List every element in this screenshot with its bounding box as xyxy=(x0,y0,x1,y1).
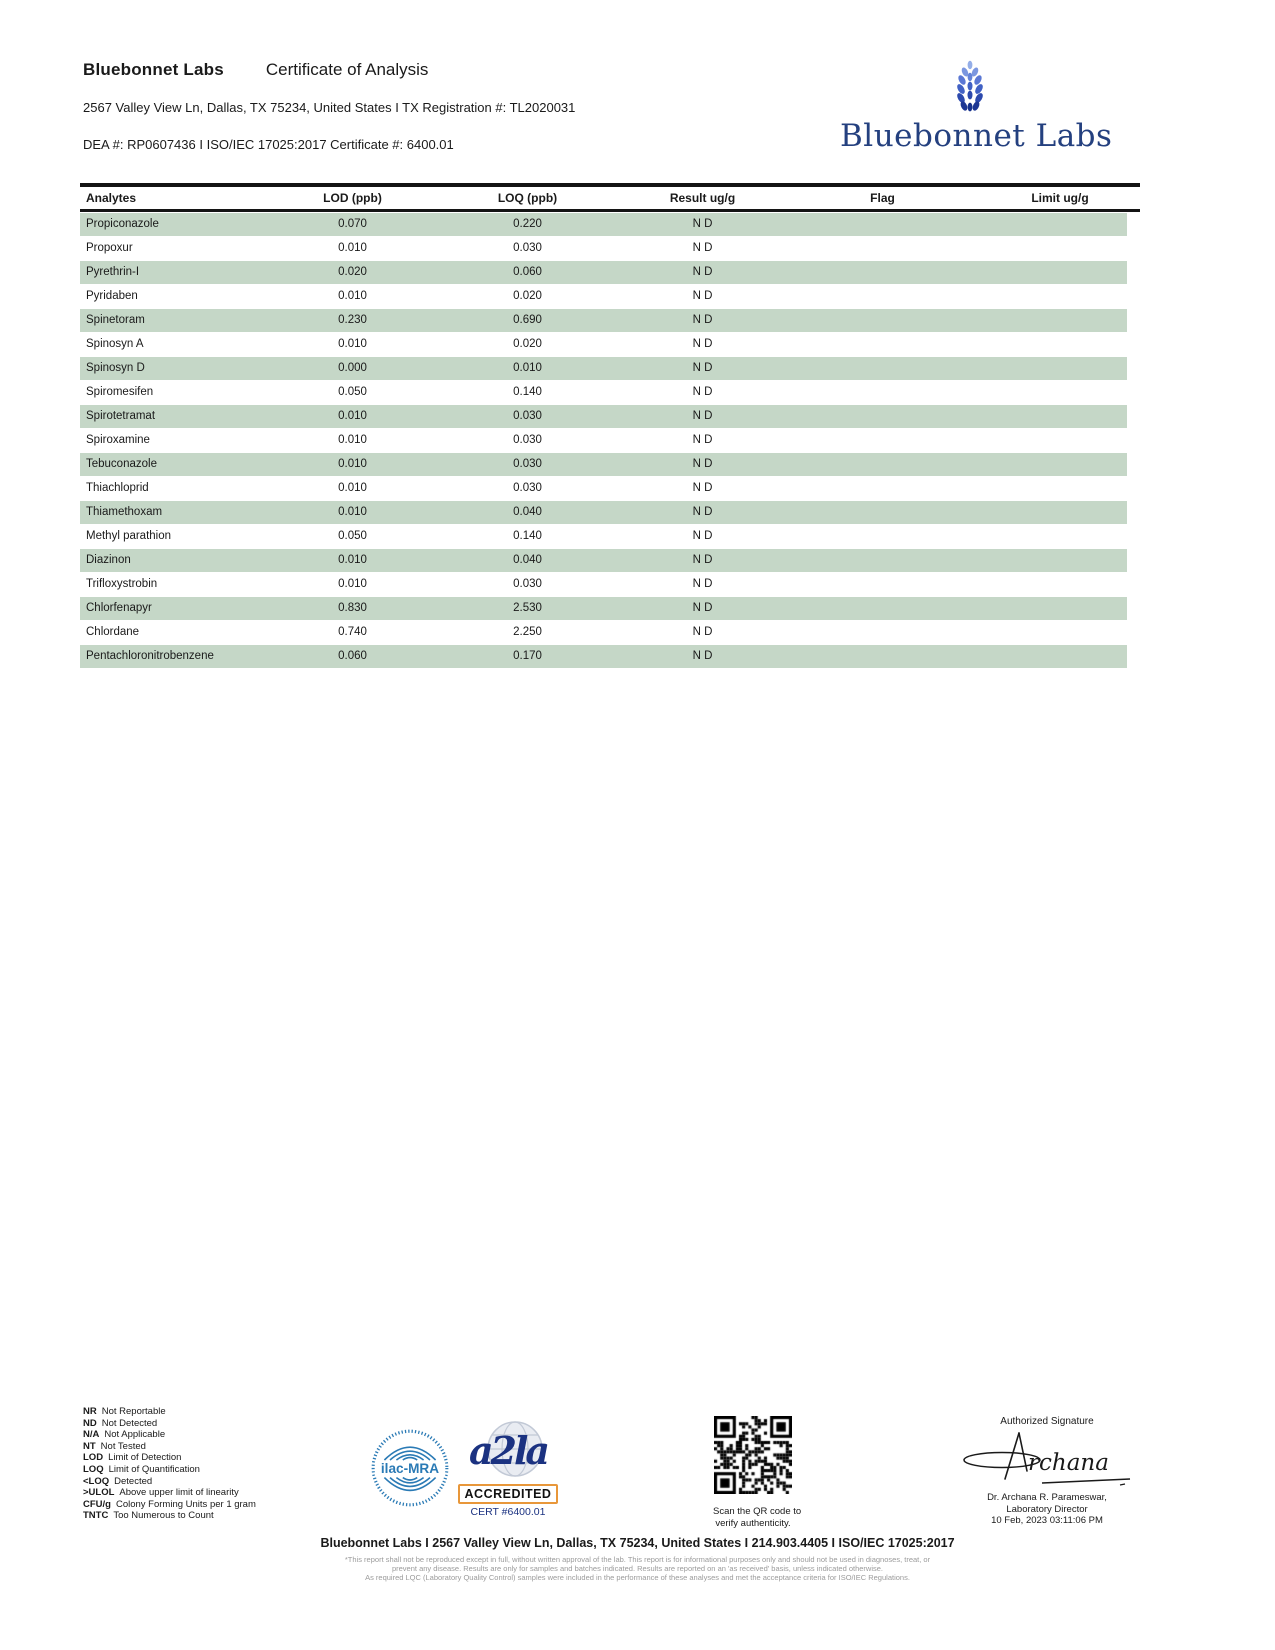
legend-abbr: NR xyxy=(83,1406,97,1417)
lod-value: 0.740 xyxy=(338,626,367,638)
lod-value: 0.230 xyxy=(338,314,367,326)
disclaimer-line1: *This report shall not be reproduced except in full, without written approval of the lab. This report is for informational purposes only and should not be used in diagnoses, treat, or xyxy=(344,1555,931,1564)
analyte-name: Spiromesifen xyxy=(86,386,154,398)
signer-title: Laboratory Director xyxy=(1006,1503,1088,1515)
result-value: N D xyxy=(692,362,713,374)
legend-desc: Above upper limit of linearity xyxy=(119,1487,239,1499)
loq-value: 2.530 xyxy=(513,602,542,614)
analyte-name: Pyrethrin-I xyxy=(86,266,140,278)
lod-value: 0.050 xyxy=(338,530,367,542)
analyte-name: Spinetoram xyxy=(86,314,145,326)
document-title: Certificate of Analysis xyxy=(265,60,429,79)
lod-value: 0.010 xyxy=(338,482,367,494)
lod-value: 0.020 xyxy=(338,266,367,278)
lod-value: 0.010 xyxy=(338,290,367,302)
analyte-name: Propoxur xyxy=(86,242,133,254)
authorized-signature-label: Authorized Signature xyxy=(1000,1416,1094,1427)
column-header-lod: LOD (ppb) xyxy=(323,191,382,205)
legend-item xyxy=(83,1406,256,1418)
lod-value: 0.010 xyxy=(338,458,367,470)
analyte-name: Spinosyn D xyxy=(86,362,145,374)
a2la-cert-number: CERT #6400.01 xyxy=(470,1506,546,1518)
loq-value: 0.220 xyxy=(513,218,542,230)
legend-item xyxy=(83,1510,256,1522)
dea-iso-line: DEA #: RP0607436 I ISO/IEC 17025:2017 Certificate #: 6400.01 xyxy=(83,137,454,152)
table-row xyxy=(80,428,1140,452)
table-row xyxy=(80,500,1140,524)
a2la-wordmark: a2la xyxy=(468,1428,548,1473)
table-row xyxy=(80,620,1140,644)
result-value: N D xyxy=(692,290,713,302)
legend-abbr: NT xyxy=(83,1440,96,1452)
qr-caption-line1: Scan the QR code to xyxy=(713,1506,802,1517)
qr-block xyxy=(713,1416,802,1529)
loq-value: 0.010 xyxy=(513,362,542,374)
table-row xyxy=(80,308,1140,332)
analyte-name: Propiconazole xyxy=(86,218,159,230)
table-row xyxy=(80,332,1140,356)
column-header-analytes: Analytes xyxy=(86,191,137,205)
analyte-name: Spinosyn A xyxy=(86,338,144,350)
result-value: N D xyxy=(692,434,713,446)
legend-item xyxy=(83,1429,256,1441)
loq-value: 0.030 xyxy=(513,458,542,470)
legend-abbr: >ULOL xyxy=(83,1487,115,1499)
abbreviation-legend xyxy=(83,1406,256,1522)
column-header-result: Result ug/g xyxy=(669,191,736,205)
loq-value: 0.030 xyxy=(513,434,542,446)
column-header-flag: Flag xyxy=(870,191,895,205)
result-value: N D xyxy=(692,602,713,614)
table-row xyxy=(80,644,1140,668)
loq-value: 0.140 xyxy=(513,530,542,542)
table-row xyxy=(80,524,1140,548)
loq-value: 0.020 xyxy=(513,290,542,302)
disclaimer-line2: prevent any disease. Results are only for samples and batches indicated. Results are reported on an 'as received' basis, unless indicated otherwise. xyxy=(391,1564,884,1573)
legend-desc: Not Detected xyxy=(101,1417,158,1429)
table-row xyxy=(80,236,1140,260)
lod-value: 0.010 xyxy=(338,434,367,446)
loq-value: 0.140 xyxy=(513,386,542,398)
result-value: N D xyxy=(692,458,713,470)
analyte-name: Chlordane xyxy=(86,626,140,638)
legend-desc: Not Tested xyxy=(100,1440,146,1452)
legend-desc: Detected xyxy=(114,1475,153,1487)
table-row xyxy=(80,356,1140,380)
table-row xyxy=(80,572,1140,596)
signature-script-text: rchana xyxy=(1028,1450,1109,1476)
lab-name: Bluebonnet Labs xyxy=(83,60,224,79)
analyte-name: Trifloxystrobin xyxy=(86,578,158,590)
legend-abbr: ND xyxy=(83,1417,97,1429)
signature-datetime: 10 Feb, 2023 03:11:06 PM xyxy=(991,1515,1103,1526)
lod-value: 0.010 xyxy=(338,578,367,590)
header-block xyxy=(83,60,575,152)
loq-value: 0.040 xyxy=(513,506,542,518)
loq-value: 0.030 xyxy=(513,410,542,422)
loq-value: 0.060 xyxy=(513,266,542,278)
signature-block xyxy=(952,1416,1142,1527)
result-value: N D xyxy=(692,650,713,662)
result-value: N D xyxy=(692,530,713,542)
table-row xyxy=(80,596,1140,620)
legend-abbr: LOD xyxy=(83,1452,104,1464)
result-value: N D xyxy=(692,314,713,326)
analytes-table xyxy=(80,183,1140,668)
legend-abbr: TNTC xyxy=(83,1510,109,1522)
legend-item xyxy=(83,1499,256,1511)
table-row xyxy=(80,548,1140,572)
footer-disclaimer xyxy=(0,1555,1275,1582)
legend-desc: Not Applicable xyxy=(104,1429,166,1441)
lod-value: 0.000 xyxy=(338,362,367,374)
legend-desc: Limit of Detection xyxy=(108,1452,182,1464)
result-value: N D xyxy=(692,266,713,278)
lod-value: 0.010 xyxy=(338,242,367,254)
analyte-name: Pyridaben xyxy=(86,290,138,302)
lod-value: 0.010 xyxy=(338,506,367,518)
legend-desc: Colony Forming Units per 1 gram xyxy=(115,1498,256,1510)
lod-value: 0.010 xyxy=(338,410,367,422)
legend-item xyxy=(83,1487,256,1499)
loq-value: 0.030 xyxy=(513,242,542,254)
result-value: N D xyxy=(692,626,713,638)
lod-value: 0.010 xyxy=(338,338,367,350)
analyte-name: Spiroxamine xyxy=(86,434,150,446)
table-row xyxy=(80,380,1140,404)
lod-value: 0.830 xyxy=(338,602,367,614)
a2la-accredited-badge: ACCREDITED xyxy=(458,1484,559,1504)
result-value: N D xyxy=(692,242,713,254)
signature-icon xyxy=(962,1429,1132,1487)
lod-value: 0.050 xyxy=(338,386,367,398)
result-value: N D xyxy=(692,410,713,422)
signer-name: Dr. Archana R. Parameswar, xyxy=(987,1492,1107,1503)
result-value: N D xyxy=(692,482,713,494)
result-value: N D xyxy=(692,338,713,350)
brand-wordmark: Bluebonnet Labs xyxy=(840,118,1113,154)
footer-contact-line: Bluebonnet Labs I 2567 Valley View Ln, Dallas, TX 75234, United States I 214.903.4405 I ISO/IEC 17025:2017 xyxy=(320,1536,955,1550)
loq-value: 0.030 xyxy=(513,482,542,494)
result-value: N D xyxy=(692,218,713,230)
result-value: N D xyxy=(692,554,713,566)
table-row xyxy=(80,284,1140,308)
loq-value: 0.030 xyxy=(513,578,542,590)
table-row xyxy=(80,260,1140,284)
legend-desc: Limit of Quantification xyxy=(108,1463,200,1475)
table-row xyxy=(80,452,1140,476)
lod-value: 0.010 xyxy=(338,554,367,566)
legend-item xyxy=(83,1476,256,1488)
loq-value: 2.250 xyxy=(513,626,542,638)
result-value: N D xyxy=(692,578,713,590)
lab-address-line: 2567 Valley View Ln, Dallas, TX 75234, United States I TX Registration #: TL2020031 xyxy=(83,100,576,115)
legend-item xyxy=(83,1441,256,1453)
loq-value: 0.020 xyxy=(513,338,542,350)
disclaimer-line3: As required LQC (Laboratory Quality Control) samples were included in the performance of these analyses and met the acceptance criteria for ISO/IEC Regulations. xyxy=(365,1573,910,1582)
lod-value: 0.060 xyxy=(338,650,367,662)
table-body xyxy=(80,212,1140,668)
table-header-row xyxy=(80,183,1140,212)
qr-code xyxy=(714,1416,792,1494)
a2la-logo xyxy=(448,1420,568,1518)
column-header-limit: Limit ug/g xyxy=(1031,191,1089,205)
brand-logo xyxy=(840,60,1113,154)
analyte-name: Thiamethoxam xyxy=(86,506,163,518)
column-header-loq: LOQ (ppb) xyxy=(497,191,558,205)
qr-caption-line2: verify authenticity. xyxy=(715,1517,791,1529)
table-row xyxy=(80,212,1140,236)
lod-value: 0.070 xyxy=(338,218,367,230)
legend-abbr: CFU/g xyxy=(83,1498,111,1510)
loq-value: 0.040 xyxy=(513,554,542,566)
ilac-mra-logo xyxy=(370,1428,450,1513)
ilac-mra-label: ilac-MRA xyxy=(380,1460,440,1476)
ilac-mra-seal-icon xyxy=(370,1428,450,1508)
analyte-name: Methyl parathion xyxy=(86,530,172,542)
loq-value: 0.170 xyxy=(513,650,542,662)
legend-abbr: LOQ xyxy=(83,1463,104,1475)
bluebonnet-flower-icon xyxy=(947,60,993,112)
legend-desc: Not Reportable xyxy=(101,1406,166,1417)
legend-item xyxy=(83,1452,256,1464)
result-value: N D xyxy=(692,386,713,398)
legend-item xyxy=(83,1418,256,1430)
result-value: N D xyxy=(692,506,713,518)
table-row xyxy=(80,476,1140,500)
legend-desc: Too Numerous to Count xyxy=(113,1510,214,1522)
loq-value: 0.690 xyxy=(513,314,542,326)
analyte-name: Thiachloprid xyxy=(86,482,149,494)
analyte-name: Pentachloronitrobenzene xyxy=(86,650,214,662)
legend-abbr: <LOQ xyxy=(83,1475,110,1487)
analyte-name: Chlorfenapyr xyxy=(86,602,152,614)
legend-abbr: N/A xyxy=(83,1429,100,1441)
analyte-name: Spirotetramat xyxy=(86,410,156,422)
analyte-name: Diazinon xyxy=(86,554,131,566)
legend-item xyxy=(83,1464,256,1476)
table-row xyxy=(80,404,1140,428)
analyte-name: Tebuconazole xyxy=(86,458,157,470)
